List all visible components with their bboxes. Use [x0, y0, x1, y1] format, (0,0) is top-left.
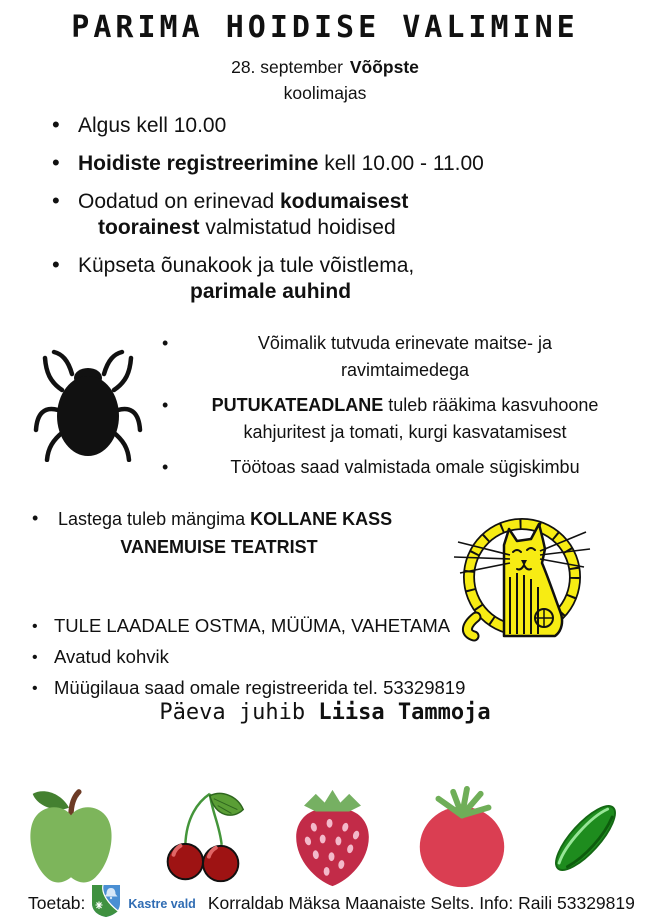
kastre-vald-coat-of-arms-icon: [91, 884, 121, 919]
list-item-entomologist: • PUTUKATEADLANE tuleb rääkima kasvuhoone kahjuritest ja tomati, kurgi kasvatamisest: [158, 392, 628, 446]
page-title: PARIMA HOIDISE VALIMINE: [71, 10, 579, 45]
footer: [28, 884, 642, 919]
list-item-yellow-cat: • Lastega tuleb mängima KOLLANE KASS VANEMUISE TEATRIST: [30, 505, 460, 561]
bug-bullet-list: [158, 330, 628, 489]
list-item-sales-table: • Müügilaua saad omale registreerida tel. 53329819: [30, 674, 550, 701]
green-apple-icon: [12, 784, 130, 892]
list-item-apple-pie: • Küpseta õunakook ja tule võistlema, parimale auhind: [50, 253, 610, 305]
list-item-fair: • TULE LAADALE OSTMA, MÜÜMA, VAHETAMA: [30, 612, 550, 639]
list-item-preserves: • Oodatud on erinevad kodumaisest toorainest valmistatud hoidised: [50, 189, 610, 241]
cherries-icon: [147, 784, 259, 892]
market-bullet-list: [30, 612, 550, 705]
event-location: koolimajas: [283, 83, 367, 103]
event-place: Võõpste: [349, 57, 419, 77]
list-item-workshop: • Töötoas saad valmistada omale sügiskimbu: [158, 454, 628, 481]
event-date-prefix: 28. september: [231, 57, 343, 77]
toetab-label: Toetab:: [28, 893, 86, 913]
organizer-info: Korraldab Mäksa Maanaiste Selts. Info: Raili 53329819: [207, 893, 635, 913]
event-date: [0, 57, 650, 78]
host-name: Liisa Tammoja: [318, 700, 491, 725]
list-item-cafe: • Avatud kohvik: [30, 643, 550, 670]
cat-bullet-list: [30, 505, 460, 561]
list-item-start-time: • Algus kell 10.00: [50, 113, 610, 139]
bug-section: [32, 330, 628, 489]
strawberry-icon: [275, 784, 390, 892]
kastre-vald-label: Kastre vald: [128, 896, 196, 911]
fruit-row: [12, 782, 638, 894]
host-line: [0, 700, 650, 725]
host-prefix: Päeva juhib: [159, 700, 306, 725]
list-item-herbs: • Võimalik tutvuda erinevate maitse- ja ravimtaimedega: [158, 330, 628, 384]
cucumber-icon: [533, 783, 638, 893]
bug-icon: [32, 344, 144, 462]
main-bullet-list: [50, 113, 610, 317]
tomato-icon: [407, 784, 517, 892]
list-item-registration: • Hoidiste registreerimine kell 10.00 - 11.00: [50, 151, 610, 177]
